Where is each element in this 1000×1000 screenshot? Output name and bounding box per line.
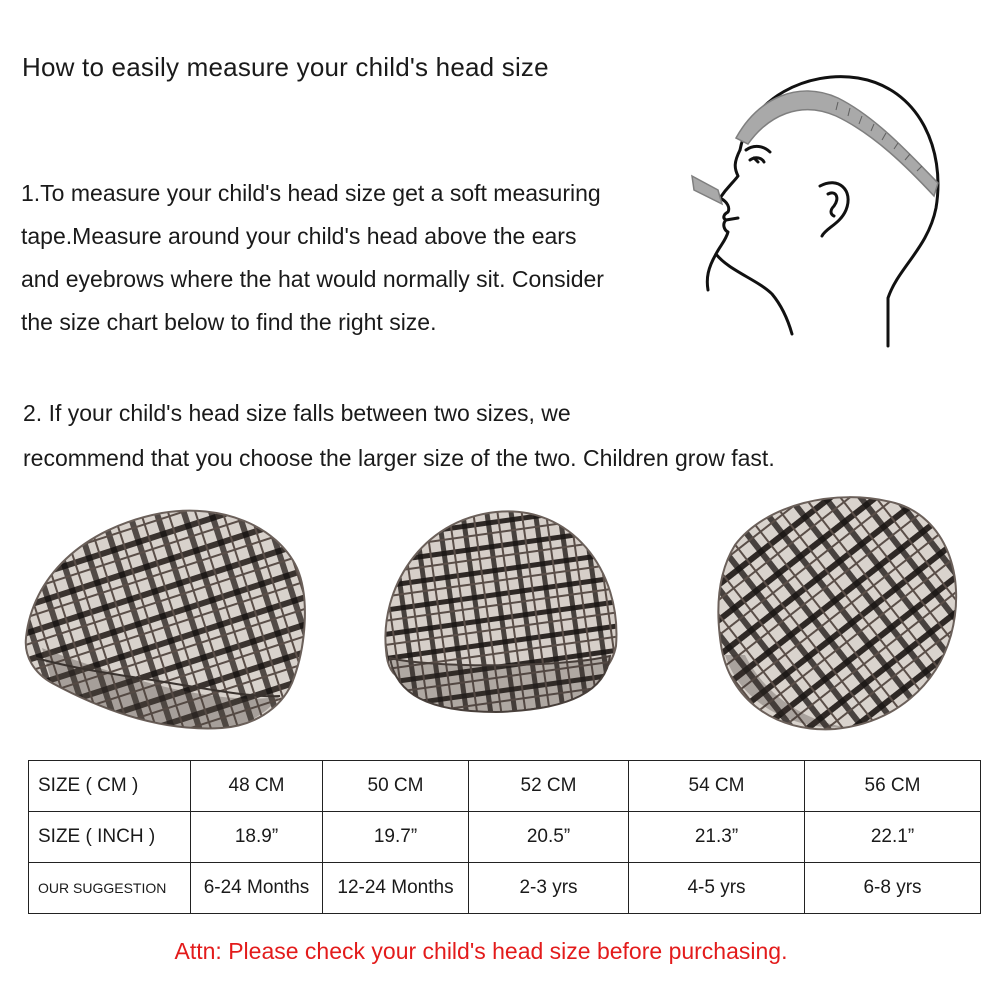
table-cell: 54 CM — [629, 761, 805, 812]
table-row-size-cm — [29, 761, 981, 812]
step-2-instructions — [23, 391, 775, 481]
face-profile — [716, 150, 792, 334]
table-row-size-inch — [29, 812, 981, 863]
attention-note: Attn: Please check your child's head size before purchasing. — [174, 938, 788, 964]
row-header: OUR SUGGESTION — [29, 863, 191, 914]
table-cell: 18.9” — [191, 812, 323, 863]
head-measuring-icon — [688, 58, 950, 348]
table-cell: 56 CM — [805, 761, 981, 812]
mouth — [726, 218, 738, 220]
table-cell: 6-8 yrs — [805, 863, 981, 914]
table-cell: 48 CM — [191, 761, 323, 812]
step-2-line: 2. If your child's head size falls between two sizes, we — [23, 400, 571, 426]
table-cell: 22.1” — [805, 812, 981, 863]
table-row-suggestion — [29, 863, 981, 914]
row-header: SIZE ( CM ) — [29, 761, 191, 812]
table-cell: 4-5 yrs — [629, 863, 805, 914]
flat-cap-side-view-icon — [12, 498, 312, 733]
page-title: How to easily measure your child's head size — [22, 52, 549, 82]
table-cell: 20.5” — [469, 812, 629, 863]
neck-front — [707, 254, 716, 290]
table-cell: 19.7” — [323, 812, 469, 863]
step-1-line: 1.To measure your child's head size get a soft measuring — [21, 180, 601, 206]
step-1-line: tape.Measure around your child's head above the ears — [21, 223, 577, 249]
table-cell: 21.3” — [629, 812, 805, 863]
step-1-instructions — [21, 172, 604, 344]
step-1-line: and eyebrows where the hat would normally sit. Consider — [21, 266, 604, 292]
table-cell: 52 CM — [469, 761, 629, 812]
size-chart-table — [28, 760, 981, 914]
flat-cap-front-view-icon — [360, 490, 632, 722]
step-1-line: the size chart below to find the right size. — [21, 309, 437, 335]
table-cell: 12-24 Months — [323, 863, 469, 914]
row-header: SIZE ( INCH ) — [29, 812, 191, 863]
ear — [820, 183, 848, 236]
table-cell: 6-24 Months — [191, 863, 323, 914]
flat-cap-top-view-icon — [705, 485, 965, 735]
table-cell: 50 CM — [323, 761, 469, 812]
eyebrow — [746, 146, 770, 152]
step-2-line: recommend that you choose the larger size of the two. Children grow fast. — [23, 445, 775, 471]
table-cell: 2-3 yrs — [469, 863, 629, 914]
